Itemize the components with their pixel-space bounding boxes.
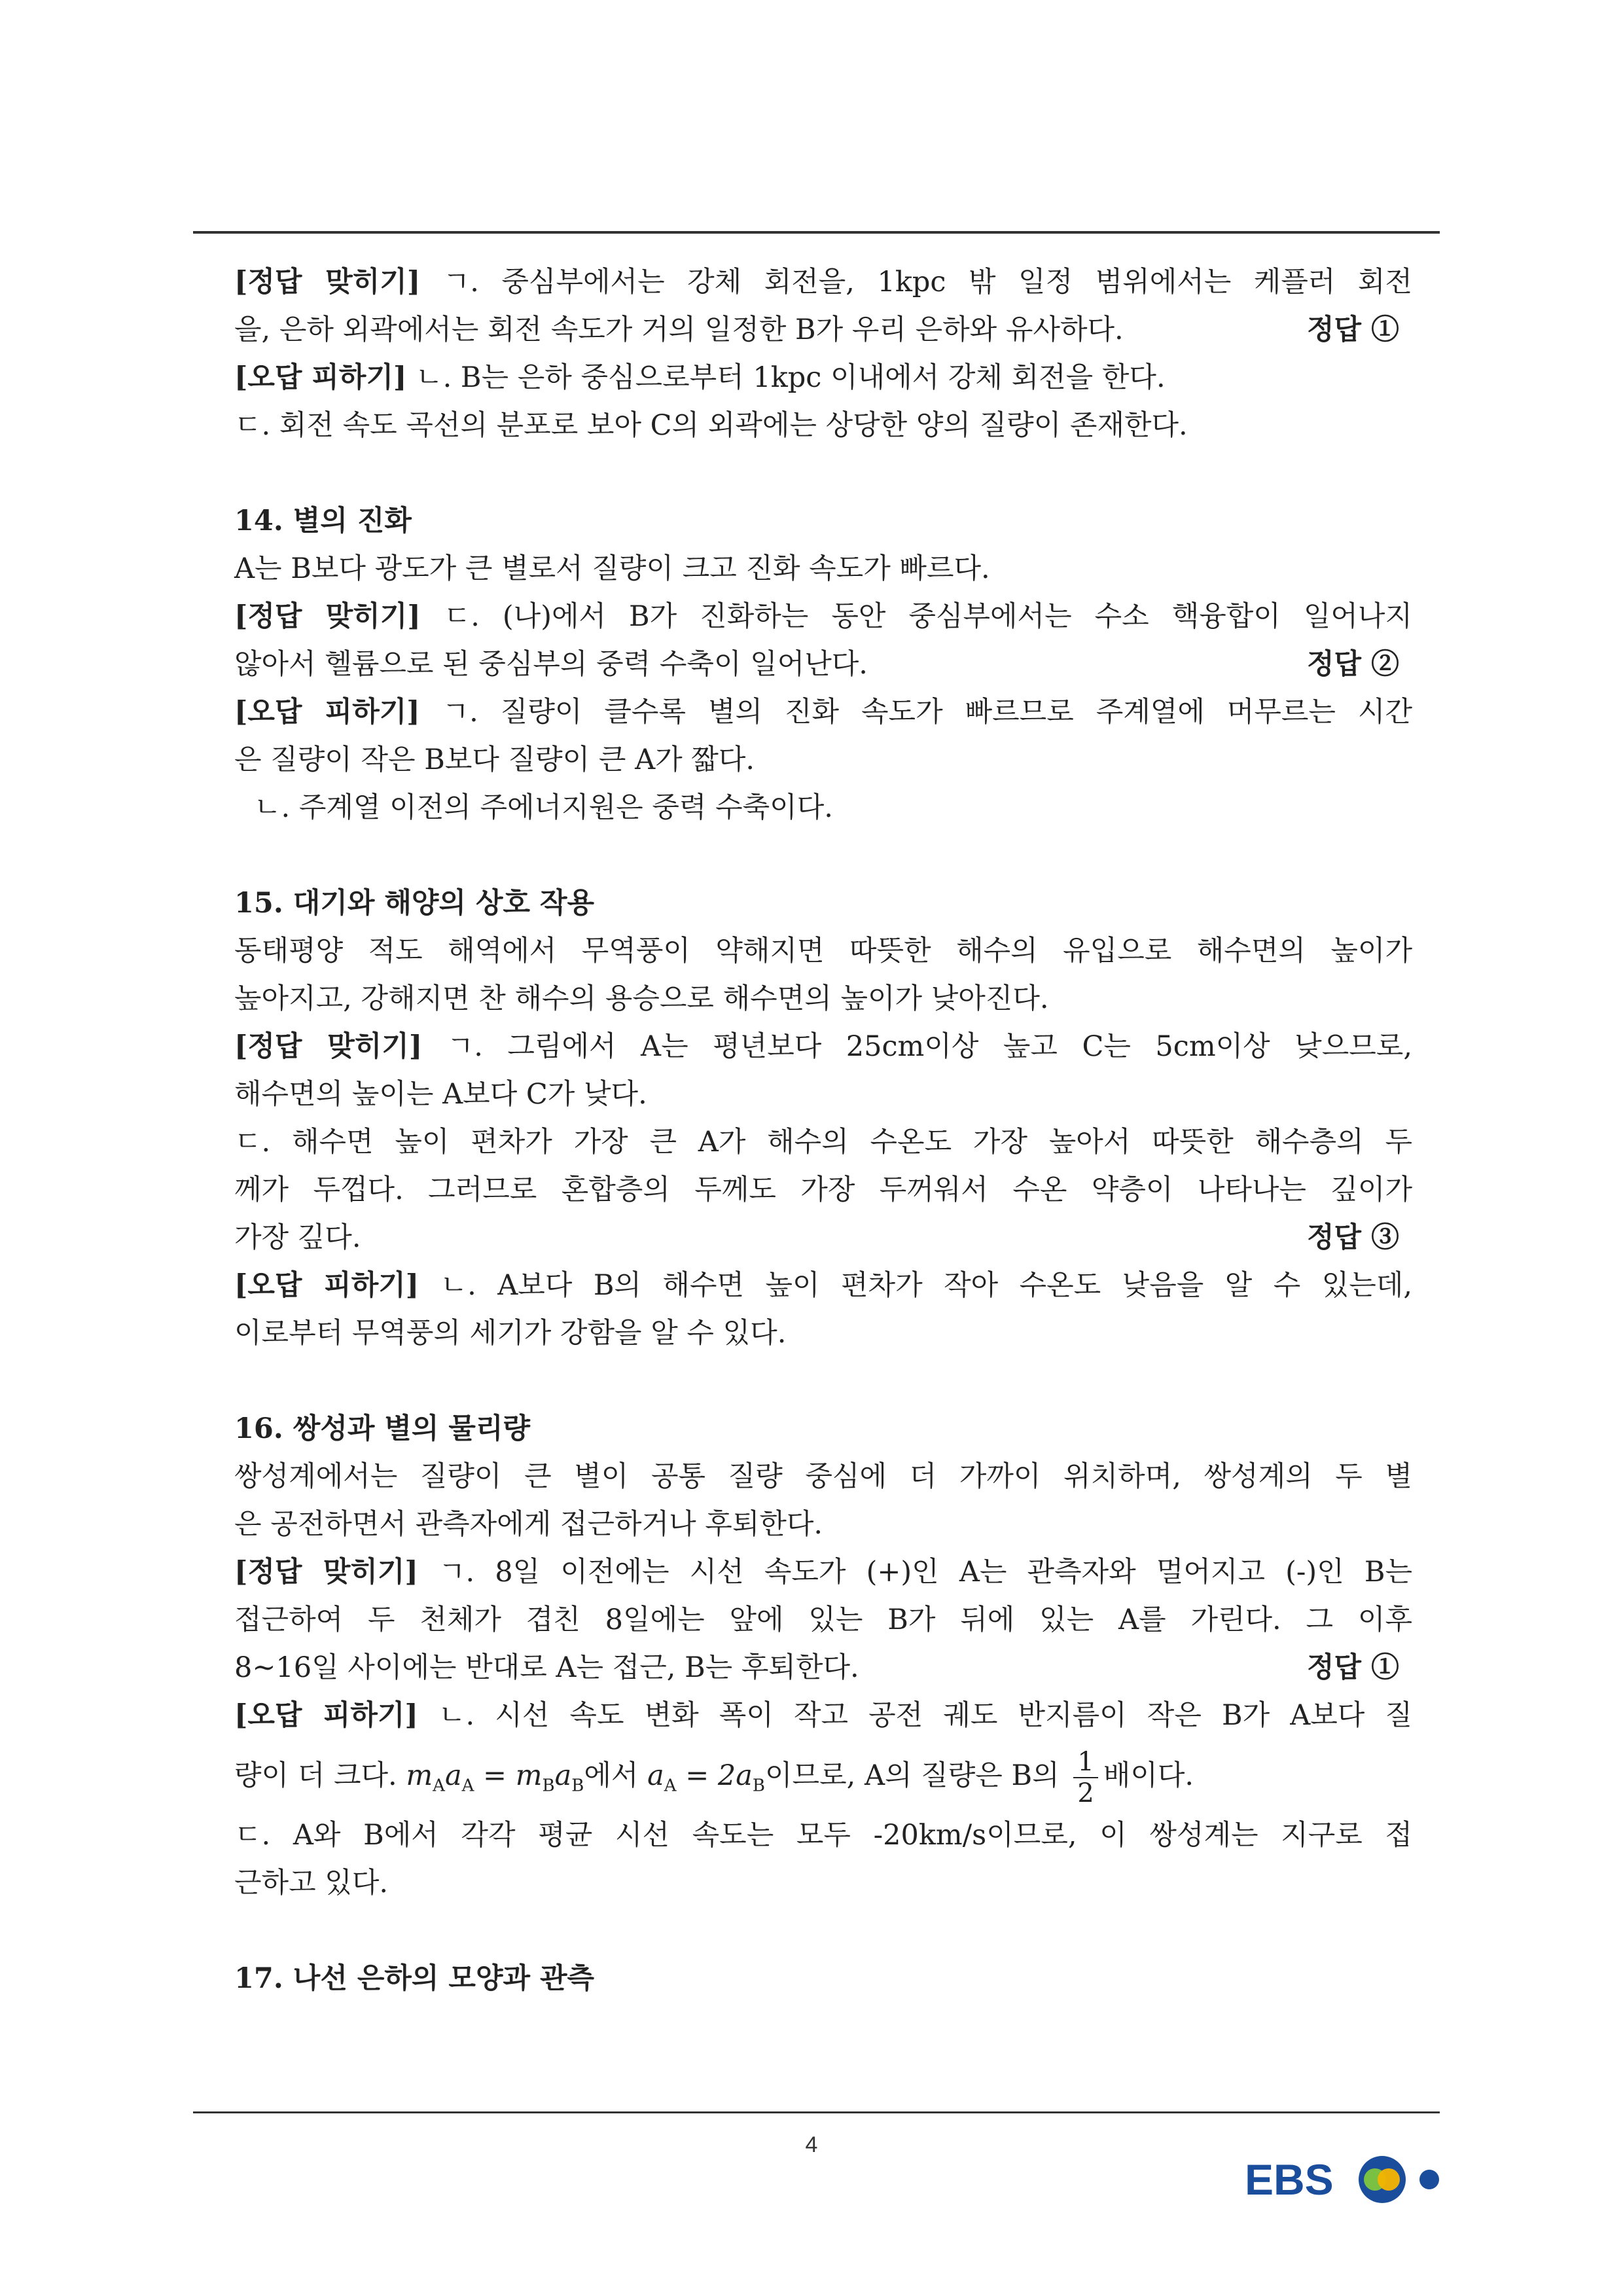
line-text: ㄴ. 시선 속도 변화 폭이 작고 공전 궤도 반지름이 작은 B가 A보다 질 bbox=[438, 1699, 1412, 1732]
ebs-logo-text: EBS bbox=[1245, 2155, 1334, 2204]
section-heading: 14. 별의 진화 bbox=[234, 505, 412, 537]
line-text: 동태평양 적도 해역에서 무역풍이 약해지면 따뜻한 해수의 유입으로 해수면의 높이가 bbox=[234, 935, 1412, 967]
line-text: 8~16일 사이에는 반대로 A는 접근, B는 후퇴한다. bbox=[234, 1651, 859, 1684]
mass-acceleration-equation: $m_Aa_A = m_Ba_B$ bbox=[406, 1759, 584, 1796]
fraction-denominator: 2 bbox=[1077, 1778, 1094, 1808]
text-line bbox=[234, 1644, 1412, 1692]
text-line bbox=[234, 259, 1412, 306]
text-line bbox=[234, 402, 1412, 450]
text-line bbox=[234, 1023, 1412, 1071]
text-line bbox=[234, 1166, 1412, 1214]
answer-mark: 정답 ① bbox=[1306, 1651, 1399, 1684]
text-line bbox=[234, 545, 1412, 593]
line-text: ㄱ. 질량이 클수록 별의 진화 속도가 빠르므로 주계열에 머무르는 시간 bbox=[442, 696, 1413, 728]
line-text: 해수면의 높이는 A보다 C가 낮다. bbox=[234, 1078, 647, 1111]
line-text: ㄷ. A와 B에서 각각 평균 시선 속도는 모두 -20km/s이므로, 이 쌍성계는 지구로 접 bbox=[234, 1819, 1412, 1852]
text-line bbox=[234, 1071, 1412, 1119]
wrong-answer-label: [오답 피하기] bbox=[234, 1269, 419, 1302]
line-text: 이므로, A의 질량은 B의 bbox=[765, 1759, 1060, 1792]
header-rule bbox=[193, 231, 1440, 234]
text-line bbox=[234, 1501, 1412, 1549]
wrong-answer-label: [오답 피하기] bbox=[234, 696, 420, 728]
line-text: ㄱ. 중심부에서는 강체 회전을, 1kpc 밖 일정 범위에서는 케플러 회전 bbox=[442, 266, 1412, 298]
line-text: ㄱ. 그림에서 A는 평년보다 25cm이상 높고 C는 5cm이상 낮으므로, bbox=[446, 1030, 1412, 1063]
line-text: 을, 은하 외곽에서는 회전 속도가 거의 일정한 B가 우리 은하와 유사하다. bbox=[234, 314, 1124, 346]
text-line bbox=[234, 689, 1412, 736]
answer-mark: 정답 ③ bbox=[1306, 1221, 1399, 1254]
line-text: ㄴ. B는 은하 중심으로부터 1kpc 이내에서 강체 회전을 한다. bbox=[416, 361, 1166, 394]
text-line bbox=[234, 1812, 1412, 1859]
line-text: ㄴ. A보다 B의 해수면 높이 편차가 작아 수온도 낮음을 알 수 있는데, bbox=[440, 1269, 1412, 1302]
line-text: 께가 두껍다. 그러므로 혼합층의 두께도 가장 두꺼워서 수온 약층이 나타나는 깊이가 bbox=[234, 1174, 1412, 1206]
correct-answer-label: [정답 맞히기] bbox=[234, 600, 421, 633]
text-line bbox=[234, 736, 1412, 784]
line-text: 은 질량이 작은 B보다 질량이 큰 A가 짧다. bbox=[234, 744, 755, 776]
text-line bbox=[234, 593, 1412, 641]
text-line bbox=[234, 1549, 1412, 1596]
text-line bbox=[234, 1214, 1412, 1262]
line-text: 가장 깊다. bbox=[234, 1221, 361, 1254]
page-number: 4 bbox=[805, 2132, 818, 2157]
section-heading: 17. 나선 은하의 모양과 관측 bbox=[234, 1962, 595, 1995]
answer-mark: 정답 ① bbox=[1306, 314, 1399, 346]
line-text: 량이 더 크다. bbox=[234, 1759, 397, 1792]
line-text: 않아서 헬륨으로 된 중심부의 중력 수축이 일어난다. bbox=[234, 648, 868, 681]
text-line bbox=[234, 1692, 1412, 1740]
line-text: 근하고 있다. bbox=[234, 1867, 389, 1899]
footer-rule bbox=[193, 2111, 1440, 2113]
line-text: 높아지고, 강해지면 찬 해수의 용승으로 해수면의 높이가 낮아진다. bbox=[234, 982, 1049, 1015]
wrong-answer-label: [오답 피하기] bbox=[234, 1699, 418, 1732]
line-text: 접근하여 두 천체가 겹친 8일에는 앞에 있는 B가 뒤에 있는 A를 가린다. 그 이후 bbox=[234, 1604, 1412, 1636]
correct-answer-label: [정답 맞히기] bbox=[234, 266, 421, 298]
page-body bbox=[234, 259, 1412, 2003]
text-line bbox=[234, 927, 1412, 975]
line-text: 에서 bbox=[584, 1759, 639, 1792]
text-line bbox=[234, 1453, 1412, 1501]
line-text: A는 B보다 광도가 큰 별로서 질량이 크고 진화 속도가 빠르다. bbox=[234, 552, 990, 585]
section-heading: 15. 대기와 해양의 상호 작용 bbox=[234, 887, 595, 920]
acceleration-ratio-equation: $a_A = 2a_B$ bbox=[647, 1759, 766, 1796]
fraction-numerator: 1 bbox=[1073, 1747, 1097, 1778]
line-text: ㄷ. 회전 속도 곡선의 분포로 보아 C의 외곽에는 상당한 양의 질량이 존재한다. bbox=[234, 409, 1188, 442]
equation-line bbox=[234, 1740, 1412, 1812]
text-line bbox=[234, 641, 1412, 689]
line-text: ㄷ. 해수면 높이 편차가 가장 큰 A가 해수의 수온도 가장 높아서 따뜻한 해수층의 두 bbox=[234, 1126, 1412, 1158]
correct-answer-label: [정답 맞히기] bbox=[234, 1556, 418, 1588]
line-text: 쌍성계에서는 질량이 큰 별이 공통 질량 중심에 더 가까이 위치하며, 쌍성계의 두 별 bbox=[234, 1460, 1412, 1493]
wrong-answer-label: [오답 피하기] bbox=[234, 361, 407, 394]
text-line bbox=[234, 1119, 1412, 1166]
line-text: 이로부터 무역풍의 세기가 강함을 알 수 있다. bbox=[234, 1317, 787, 1350]
answer-mark: 정답 ② bbox=[1306, 648, 1399, 681]
logo-yellow-dot-icon bbox=[1378, 2168, 1400, 2191]
text-line bbox=[234, 1596, 1412, 1644]
line-text: 배이다. bbox=[1103, 1759, 1194, 1792]
fraction-one-half bbox=[1073, 1747, 1097, 1808]
text-line bbox=[234, 975, 1412, 1023]
line-text: ㄴ. 주계열 이전의 주에너지원은 중력 수축이다. bbox=[254, 791, 833, 824]
section-heading: 16. 쌍성과 별의 물리량 bbox=[234, 1412, 531, 1445]
logo-small-dot-icon bbox=[1419, 2170, 1439, 2189]
line-text: ㄷ. (나)에서 B가 진화하는 동안 중심부에서는 수소 핵융합이 일어나지 bbox=[443, 600, 1412, 633]
text-line bbox=[234, 1859, 1412, 1907]
text-line bbox=[234, 354, 1412, 402]
text-line bbox=[234, 784, 1412, 832]
line-text: ㄱ. 8일 이전에는 시선 속도가 (+)인 A는 관측자와 멀어지고 (-)인 B는 bbox=[438, 1556, 1413, 1588]
correct-answer-label: [정답 맞히기] bbox=[234, 1030, 423, 1063]
ebs-logo bbox=[1245, 2144, 1454, 2215]
text-line bbox=[234, 1262, 1412, 1310]
line-text: 은 공전하면서 관측자에게 접근하거나 후퇴한다. bbox=[234, 1508, 823, 1541]
text-line bbox=[234, 1310, 1412, 1357]
text-line bbox=[234, 306, 1412, 354]
